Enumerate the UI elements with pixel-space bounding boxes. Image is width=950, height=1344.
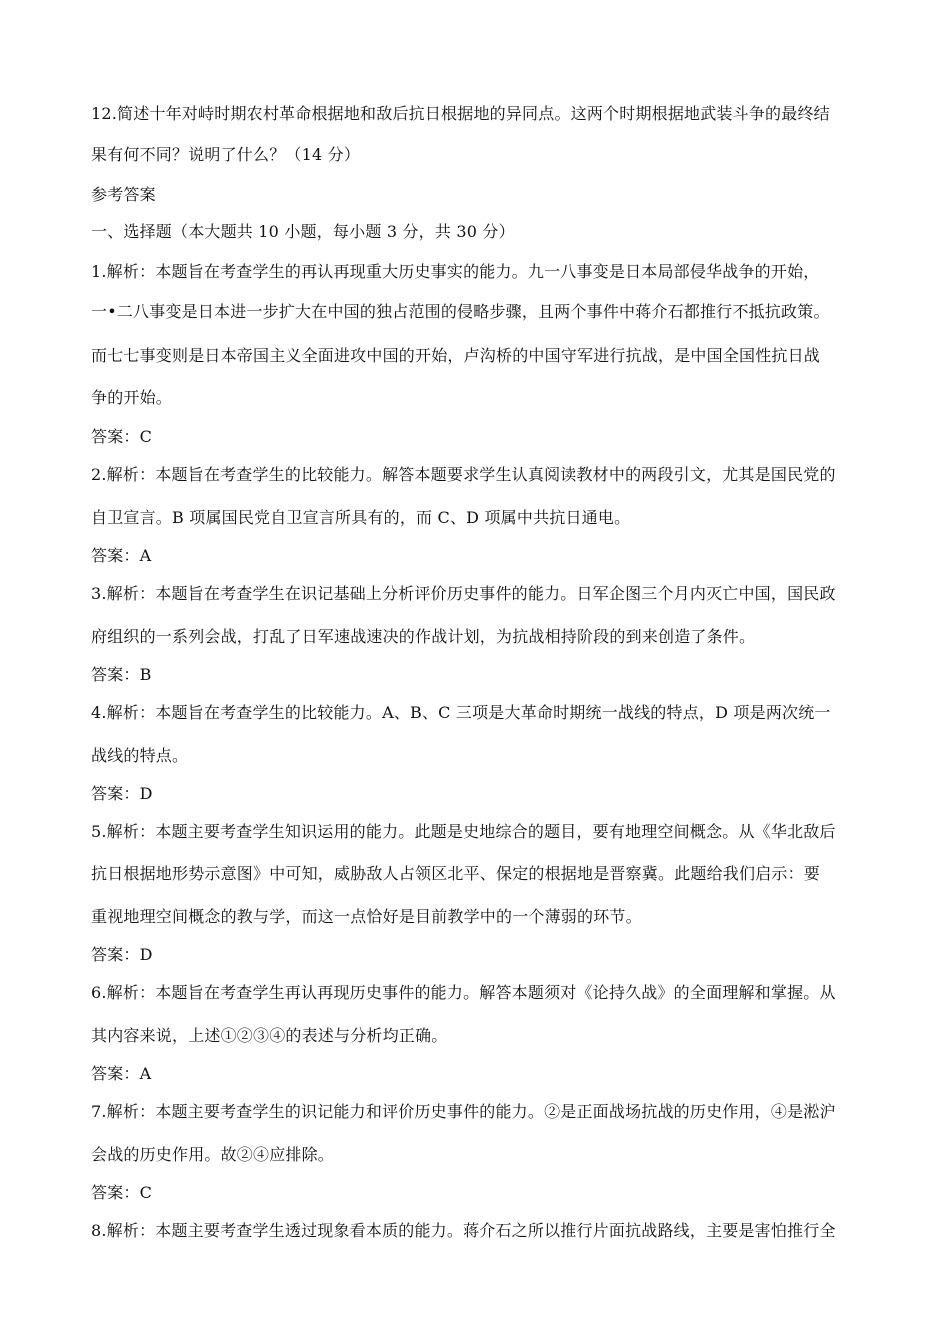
answer-1: 答案：C	[91, 427, 153, 446]
question-12-line-2: 果有何不同？说明了什么？（14 分）	[91, 145, 361, 164]
answer-6: 答案：A	[91, 1064, 152, 1083]
answer-5: 答案：D	[91, 945, 153, 964]
analysis-4-line-1: 4.解析：本题旨在考查学生的比较能力。A、B、C 三项是大革命时期统一战线的特点，D 项是两次统一	[91, 703, 831, 722]
analysis-5-line-1: 5.解析：本题主要考查学生知识运用的能力。此题是史地综合的题目，要有地理空间概念。从《华北敌后	[91, 822, 836, 841]
analysis-3-line-1: 3.解析：本题旨在考查学生在识记基础上分析评价历史事件的能力。日军企图三个月内灭亡中国，国民政	[91, 584, 836, 603]
answers-heading: 参考答案	[91, 185, 156, 204]
analysis-8-line-1: 8.解析：本题主要考查学生透过现象看本质的能力。蒋介石之所以推行片面抗战路线，主要是害怕推行全	[91, 1221, 836, 1240]
analysis-1-line-2: 一•二八事变是日本进一步扩大在中国的独占范围的侵略步骤，且两个事件中蒋介石都推行不抵抗政策。	[91, 302, 830, 321]
answer-4: 答案：D	[91, 784, 153, 803]
analysis-2-line-2: 自卫宣言。B 项属国民党自卫宣言所具有的，而 C、D 项属中共抗日通电。	[91, 508, 631, 527]
analysis-6-line-2: 其内容来说，上述①②③④的表述与分析均正确。	[91, 1026, 448, 1045]
analysis-7-line-1: 7.解析：本题主要考查学生的识记能力和评价历史事件的能力。②是正面战场抗战的历史作用，④是淞沪	[91, 1102, 836, 1121]
answer-3: 答案：B	[91, 665, 152, 684]
analysis-1-line-4: 争的开始。	[91, 388, 173, 407]
analysis-7-line-2: 会战的历史作用。故②④应排除。	[91, 1145, 335, 1164]
analysis-4-line-2: 战线的特点。	[91, 746, 189, 765]
analysis-5-line-2: 抗日根据地形势示意图》中可知，威胁敌人占领区北平、保定的根据地是晋察冀。此题给我们启示：要	[91, 864, 821, 883]
answer-2: 答案：A	[91, 546, 152, 565]
analysis-5-line-3: 重视地理空间概念的教与学，而这一点恰好是目前教学中的一个薄弱的环节。	[91, 907, 642, 926]
section-heading: 一、选择题（本大题共 10 小题，每小题 3 分，共 30 分）	[91, 222, 515, 241]
analysis-2-line-1: 2.解析：本题旨在考查学生的比较能力。解答本题要求学生认真阅读教材中的两段引文，尤其是国民党的	[91, 465, 836, 484]
answer-7: 答案：C	[91, 1183, 153, 1202]
analysis-1-line-1: 1.解析：本题旨在考查学生的再认再现重大历史事实的能力。九一八事变是日本局部侵华战争的开始，	[91, 262, 820, 281]
analysis-1-line-3: 而七七事变则是日本帝国主义全面进攻中国的开始，卢沟桥的中国守军进行抗战，是中国全国性抗日战	[91, 346, 821, 365]
question-12-line-1: 12.简述十年对峙时期农村革命根据地和敌后抗日根据地的异同点。这两个时期根据地武装斗争的最终结	[91, 104, 830, 123]
analysis-3-line-2: 府组织的一系列会战，打乱了日军速战速决的作战计划，为抗战相持阶段的到来创造了条件。	[91, 627, 756, 646]
analysis-6-line-1: 6.解析：本题旨在考查学生再认再现历史事件的能力。解答本题须对《论持久战》的全面理解和掌握。从	[91, 983, 836, 1002]
